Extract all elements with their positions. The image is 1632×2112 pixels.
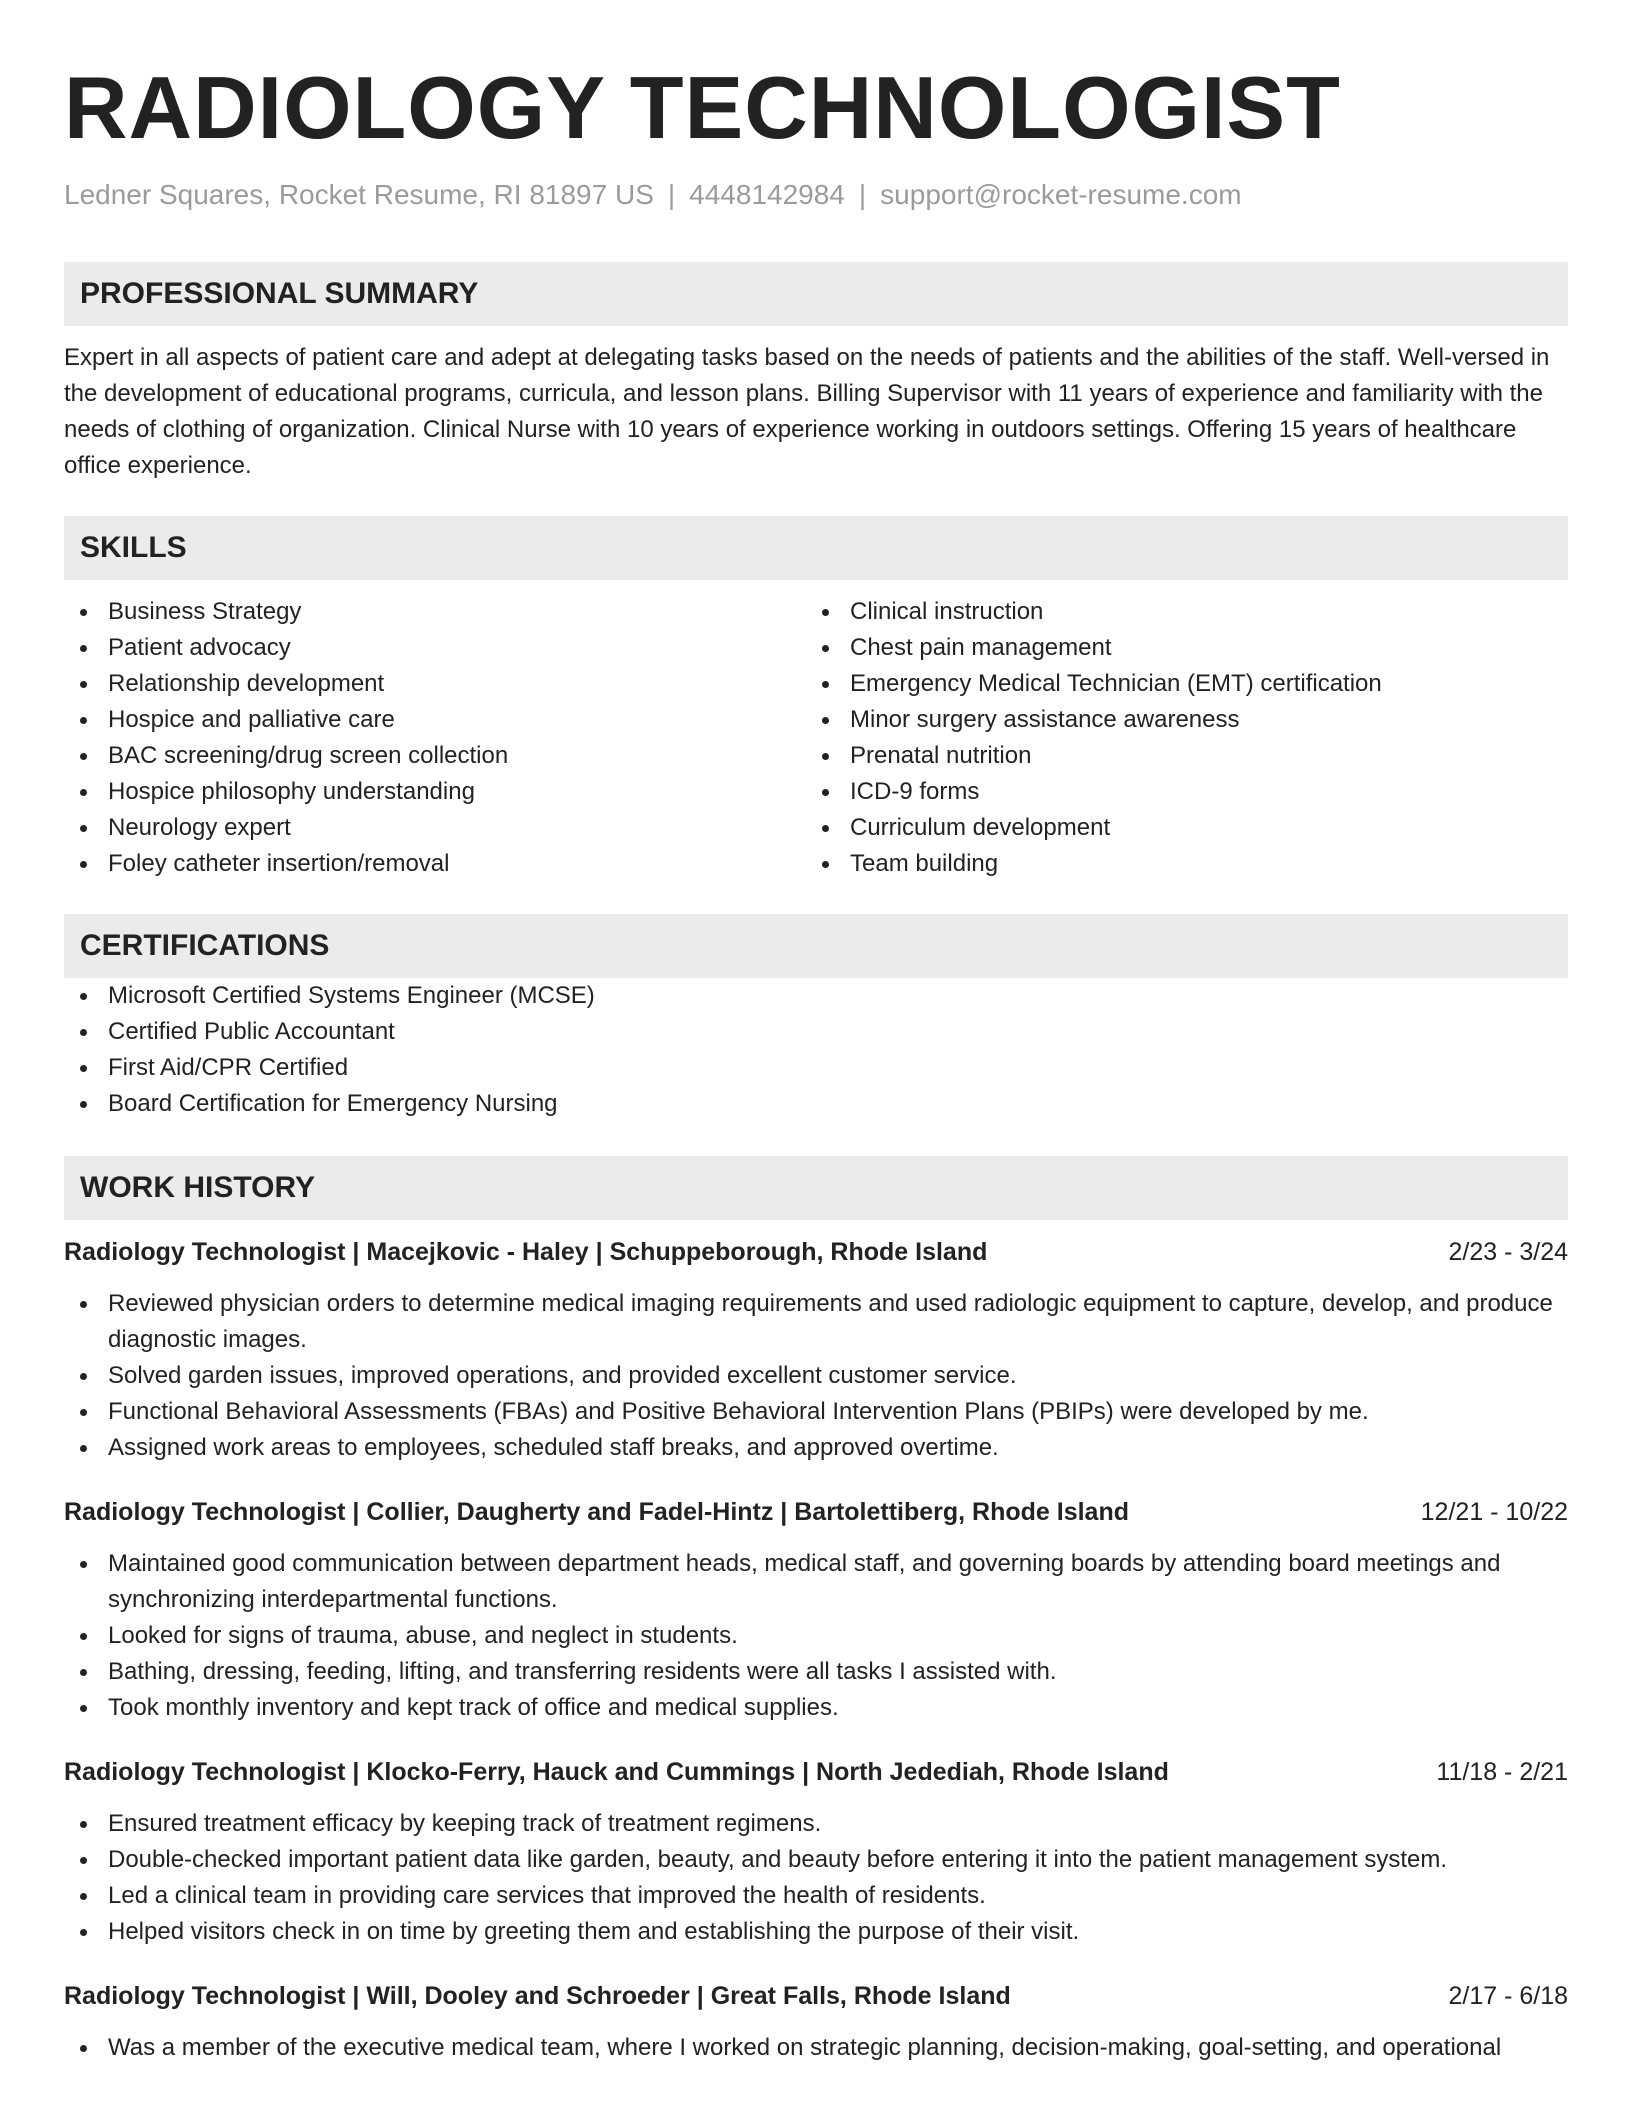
skill-item: Minor surgery assistance awareness — [806, 702, 1548, 738]
job-bullet: Took monthly inventory and kept track of office and medical supplies. — [64, 1690, 1568, 1726]
skill-item: Clinical instruction — [806, 594, 1548, 630]
job-bullet: Ensured treatment efficacy by keeping track of treatment regimens. — [64, 1806, 1568, 1842]
skill-item: Foley catheter insertion/removal — [64, 846, 806, 882]
job-bullets — [64, 1806, 1568, 1950]
skill-item: Patient advocacy — [64, 630, 806, 666]
section-heading-summary: PROFESSIONAL SUMMARY — [64, 262, 1568, 326]
summary-text: Expert in all aspects of patient care and adept at delegating tasks based on the needs of patients and the abilities of the staff. Well-versed in the development of educational programs, curricula, and lesson plans. Billing Supervisor with 11 years of experience and familiarity with the needs of clothing of organization. Clinical Nurse with 10 years of experience working in outdoors settings. Offering 15 years of healthcare office experience. — [64, 344, 1550, 479]
job-header — [64, 1234, 1568, 1270]
skill-item: Team building — [806, 846, 1548, 882]
job-dates: 2/17 - 6/18 — [1448, 1982, 1568, 2010]
contact-separator: | — [667, 179, 676, 210]
job-entry — [64, 1978, 1568, 2066]
contact-address: Ledner Squares, Rocket Resume, RI 81897 US — [64, 179, 654, 210]
resume-name: RADIOLOGY TECHNOLOGIST — [64, 58, 1341, 157]
job-dates: 11/18 - 2/21 — [1436, 1758, 1568, 1786]
job-bullet: Maintained good communication between department heads, medical staff, and governing boards by attending board meetings and synchronizing interdepartmental functions. — [64, 1546, 1568, 1618]
job-title: Radiology Technologist | Klocko-Ferry, Hauck and Cummings | North Jedediah, Rhode Island — [64, 1758, 1169, 1786]
job-header — [64, 1978, 1568, 2014]
skills-column-left — [64, 594, 806, 882]
skill-item: Hospice and palliative care — [64, 702, 806, 738]
job-bullet: Solved garden issues, improved operations, and provided excellent customer service. — [64, 1358, 1568, 1394]
job-bullet: Bathing, dressing, feeding, lifting, and transferring residents were all tasks I assisted with. — [64, 1654, 1568, 1690]
job-bullet: Was a member of the executive medical team, where I worked on strategic planning, decision-making, goal-setting, and operational — [64, 2030, 1568, 2066]
job-entry — [64, 1494, 1568, 1726]
skill-item: Business Strategy — [64, 594, 806, 630]
job-dates: 12/21 - 10/22 — [1420, 1498, 1568, 1526]
job-bullet: Double-checked important patient data like garden, beauty, and beauty before entering it into the patient management system. — [64, 1842, 1568, 1878]
contact-line — [64, 178, 1568, 212]
skill-item: BAC screening/drug screen collection — [64, 738, 806, 774]
certifications-list — [64, 978, 1568, 1122]
job-entry — [64, 1234, 1568, 1466]
skill-item: Chest pain management — [806, 630, 1548, 666]
skill-item: Hospice philosophy understanding — [64, 774, 806, 810]
job-bullet: Helped visitors check in on time by greeting them and establishing the purpose of their visit. — [64, 1914, 1568, 1950]
job-bullet: Looked for signs of trauma, abuse, and neglect in students. — [64, 1618, 1568, 1654]
job-bullets — [64, 2030, 1568, 2066]
job-bullets — [64, 1546, 1568, 1726]
skill-item: Prenatal nutrition — [806, 738, 1548, 774]
skill-item: Emergency Medical Technician (EMT) certification — [806, 666, 1548, 702]
certification-item: Microsoft Certified Systems Engineer (MCSE) — [64, 978, 1568, 1014]
certification-item: Certified Public Accountant — [64, 1014, 1568, 1050]
skill-item: Relationship development — [64, 666, 806, 702]
section-heading-work-history: WORK HISTORY — [64, 1156, 1568, 1220]
skill-item: ICD-9 forms — [806, 774, 1548, 810]
job-bullet: Reviewed physician orders to determine medical imaging requirements and used radiologic equipment to capture, develop, and produce diagnostic images. — [64, 1286, 1568, 1358]
section-heading-certifications: CERTIFICATIONS — [64, 914, 1568, 978]
job-bullet: Assigned work areas to employees, scheduled staff breaks, and approved overtime. — [64, 1430, 1568, 1466]
skill-item: Neurology expert — [64, 810, 806, 846]
job-bullet: Functional Behavioral Assessments (FBAs) and Positive Behavioral Intervention Plans (PBIPs) were developed by me. — [64, 1394, 1568, 1430]
skills-grid — [64, 594, 1568, 882]
job-title: Radiology Technologist | Collier, Daugherty and Fadel-Hintz | Bartolettiberg, Rhode Island — [64, 1498, 1130, 1526]
contact-separator: | — [858, 179, 867, 210]
job-bullets — [64, 1286, 1568, 1466]
skill-item: Curriculum development — [806, 810, 1548, 846]
job-header — [64, 1754, 1568, 1790]
skills-column-right — [806, 594, 1548, 882]
job-entry — [64, 1754, 1568, 1950]
job-title: Radiology Technologist | Will, Dooley and Schroeder | Great Falls, Rhode Island — [64, 1982, 1011, 2010]
contact-phone: 4448142984 — [689, 179, 845, 210]
job-dates: 2/23 - 3/24 — [1448, 1238, 1568, 1266]
certification-item: First Aid/CPR Certified — [64, 1050, 1568, 1086]
job-bullet: Led a clinical team in providing care services that improved the health of residents. — [64, 1878, 1568, 1914]
certification-item: Board Certification for Emergency Nursing — [64, 1086, 1568, 1122]
contact-email: support@rocket-resume.com — [880, 179, 1242, 210]
job-title: Radiology Technologist | Macejkovic - Haley | Schuppeborough, Rhode Island — [64, 1238, 988, 1266]
job-header — [64, 1494, 1568, 1530]
section-heading-skills: SKILLS — [64, 516, 1568, 580]
